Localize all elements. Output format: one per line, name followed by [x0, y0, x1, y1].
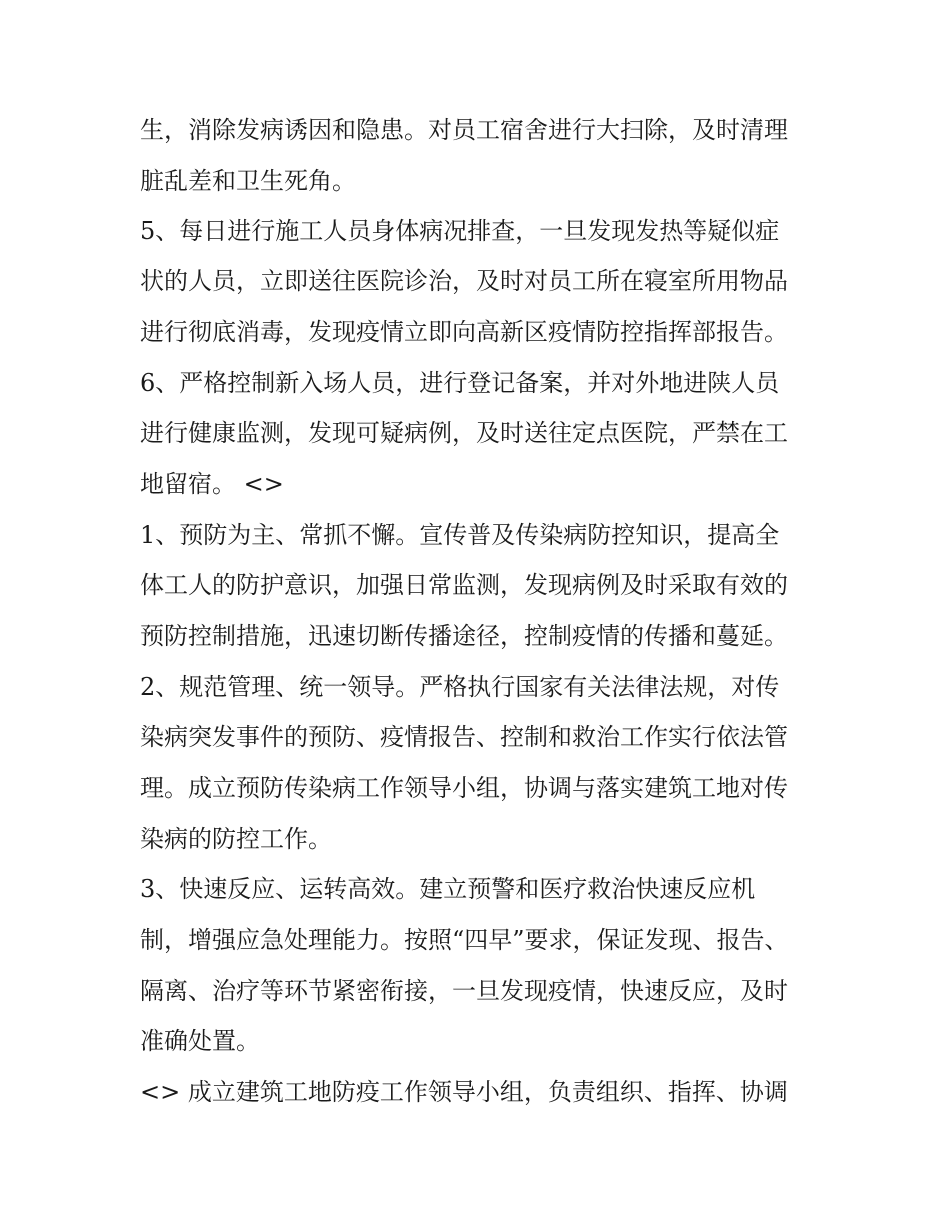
text-line: 6、严格控制新入场人员，进行登记备案，并对外地进陕人员	[140, 369, 780, 397]
text-line: 进行健康监测，发现可疑病例，及时送往定点医院，严禁在工	[140, 419, 788, 447]
text-line: 准确处置。	[140, 1027, 260, 1055]
text-line: 地留宿。 <>	[140, 470, 284, 498]
text-line: 理。成立预防传染病工作领导小组，协调与落实建筑工地对传	[140, 774, 788, 802]
text-line: 体工人的防护意识，加强日常监测，发现病例及时采取有效的	[140, 571, 788, 599]
text-line: 进行彻底消毒，发现疫情立即向高新区疫情防控指挥部报告。	[140, 318, 788, 346]
text-line: 状的人员，立即送往医院诊治，及时对员工所在寝室所用物品	[140, 267, 788, 295]
text-line: 脏乱差和卫生死角。	[140, 167, 356, 195]
text-line: 1、预防为主、常抓不懈。宣传普及传染病防控知识，提高全	[140, 521, 780, 549]
text-line: <> 成立建筑工地防疫工作领导小组，负责组织、指挥、协调	[140, 1078, 788, 1106]
text-line: 隔离、治疗等环节紧密衔接，一旦发现疫情，快速反应，及时	[140, 977, 788, 1005]
text-line: 染病突发事件的预防、疫情报告、控制和救治工作实行依法管	[140, 723, 788, 751]
text-line: 3、快速反应、运转高效。建立预警和医疗救治快速反应机	[140, 875, 756, 903]
text-line: 制，增强应急处理能力。按照“四早”要求，保证发现、报告、	[140, 926, 789, 954]
text-line: 染病的防控工作。	[140, 825, 332, 853]
text-line: 预防控制措施，迅速切断传播途径，控制疫情的传播和蔓延。	[140, 622, 788, 650]
text-line: 2、规范管理、统一领导。严格执行国家有关法律法规，对传	[140, 673, 780, 701]
text-line: 生，消除发病诱因和隐患。对员工宿舍进行大扫除，及时清理	[140, 116, 788, 144]
text-line: 5、每日进行施工人员身体病况排查，一旦发现发热等疑似症	[140, 217, 780, 245]
